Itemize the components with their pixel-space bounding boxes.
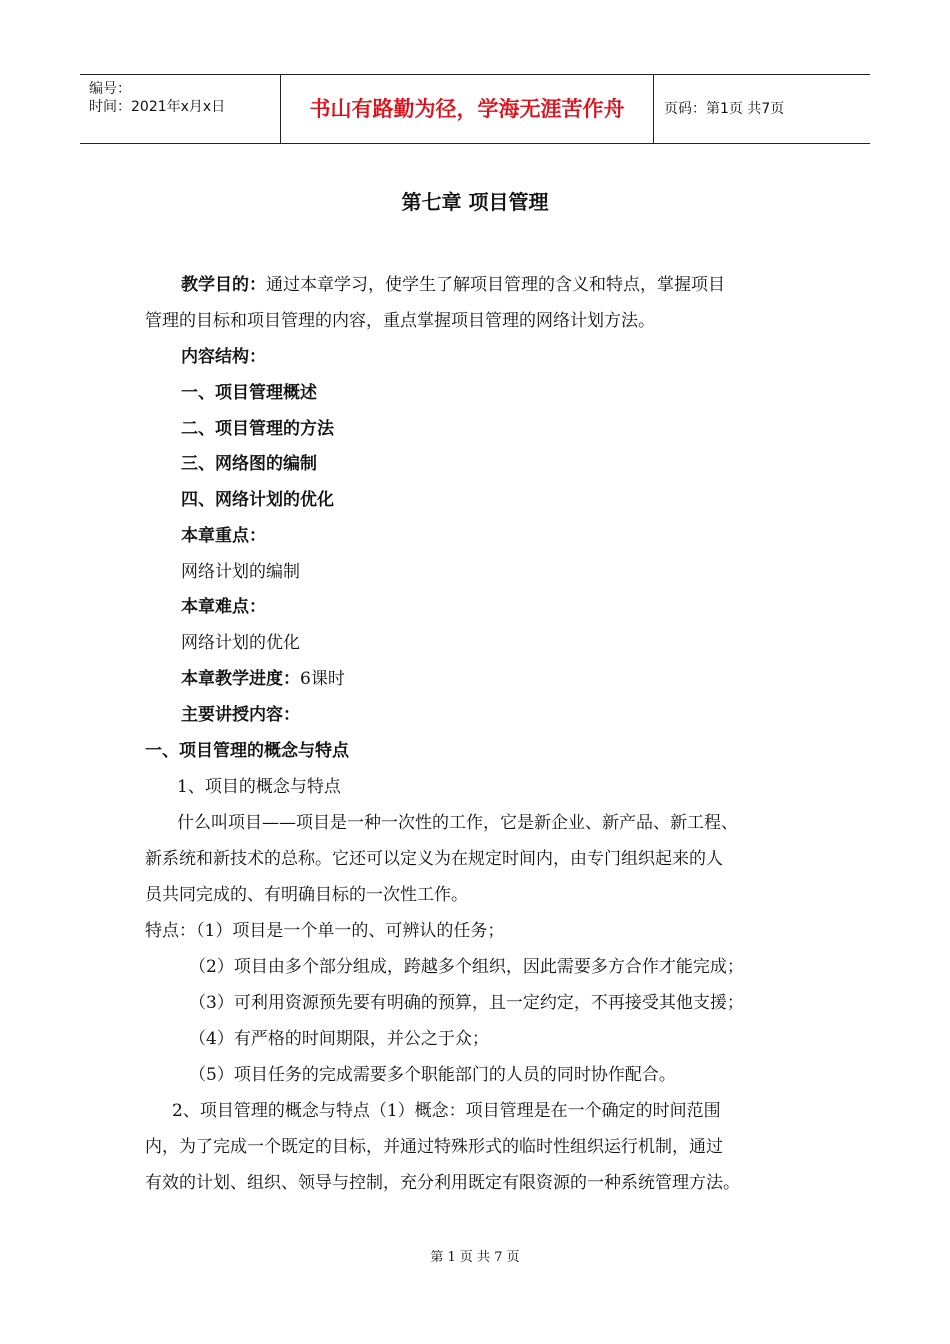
paragraph-line: 员共同完成的、有明确目标的一次性工作。 — [145, 885, 468, 905]
page-footer: 第 1 页 共 7 页 — [430, 1250, 520, 1265]
structure-label: 内容结构： — [181, 347, 266, 367]
objective-text-1: 通过本章学习，使学生了解项目管理的含义和特点，掌握项目 — [266, 275, 725, 295]
subsection-heading: 1、项目的概念与特点 — [177, 777, 341, 797]
page-header — [80, 74, 870, 144]
paragraph-line: 有效的计划、组织、领导与控制，充分利用既定有限资源的一种系统管理方法。 — [145, 1173, 740, 1193]
feature-item: （4）有严格的时间期限，并公之于众； — [189, 1029, 489, 1049]
schedule-label: 本章教学进度： — [181, 669, 300, 689]
structure-item: 四、网络计划的优化 — [181, 490, 334, 510]
difficulties-label: 本章难点： — [181, 597, 266, 617]
objective-label: 教学目的： — [181, 275, 266, 295]
main-content-label: 主要讲授内容： — [181, 705, 300, 725]
difficulties-text: 网络计划的优化 — [181, 633, 300, 653]
schedule-text: 6课时 — [300, 669, 345, 689]
feature-item: （2）项目由多个部分组成，跨越多个组织，因此需要多方合作才能完成； — [189, 957, 744, 977]
schedule-line — [181, 667, 345, 691]
time-label: 时间：2021年x月x日 — [89, 99, 226, 115]
paragraph-line: 新系统和新技术的总称。它还可以定义为在规定时间内，由专门组织起来的人 — [145, 849, 723, 869]
page-info: 页码：第1页 共7页 — [664, 101, 785, 117]
header-info-cell — [80, 75, 281, 143]
section-heading: 一、项目管理的概念与特点 — [145, 741, 349, 761]
structure-item: 二、项目管理的方法 — [181, 419, 334, 439]
structure-item: 一、项目管理概述 — [181, 383, 317, 403]
objective-text-2: 管理的目标和项目管理的内容，重点掌握项目管理的网络计划方法。 — [145, 311, 655, 331]
feature-item: （5）项目任务的完成需要多个职能部门的人员的同时协作配合。 — [189, 1065, 676, 1085]
motto: 书山有路勤为径，学海无涯苦作舟 — [281, 75, 654, 143]
chapter-title: 第七章 项目管理 — [401, 190, 549, 214]
feature-item: 特点：（1）项目是一个单一的、可辨认的任务； — [145, 921, 505, 941]
structure-item: 三、网络图的编制 — [181, 454, 317, 474]
objective-line-1 — [181, 273, 725, 297]
key-points-text: 网络计划的编制 — [181, 562, 300, 582]
feature-item: （3）可利用资源预先要有明确的预算，且一定约定，不再接受其他支援； — [189, 993, 744, 1013]
paragraph-line: 什么叫项目——项目是一种一次性的工作，它是新企业、新产品、新工程、 — [177, 813, 738, 833]
paragraph-line: 内，为了完成一个既定的目标，并通过特殊形式的临时性组织运行机制，通过 — [145, 1137, 723, 1157]
number-label: 编号： — [89, 81, 131, 97]
paragraph-line: 2、项目管理的概念与特点（1）概念：项目管理是在一个确定的时间范围 — [172, 1101, 721, 1121]
key-points-label: 本章重点： — [181, 526, 266, 546]
